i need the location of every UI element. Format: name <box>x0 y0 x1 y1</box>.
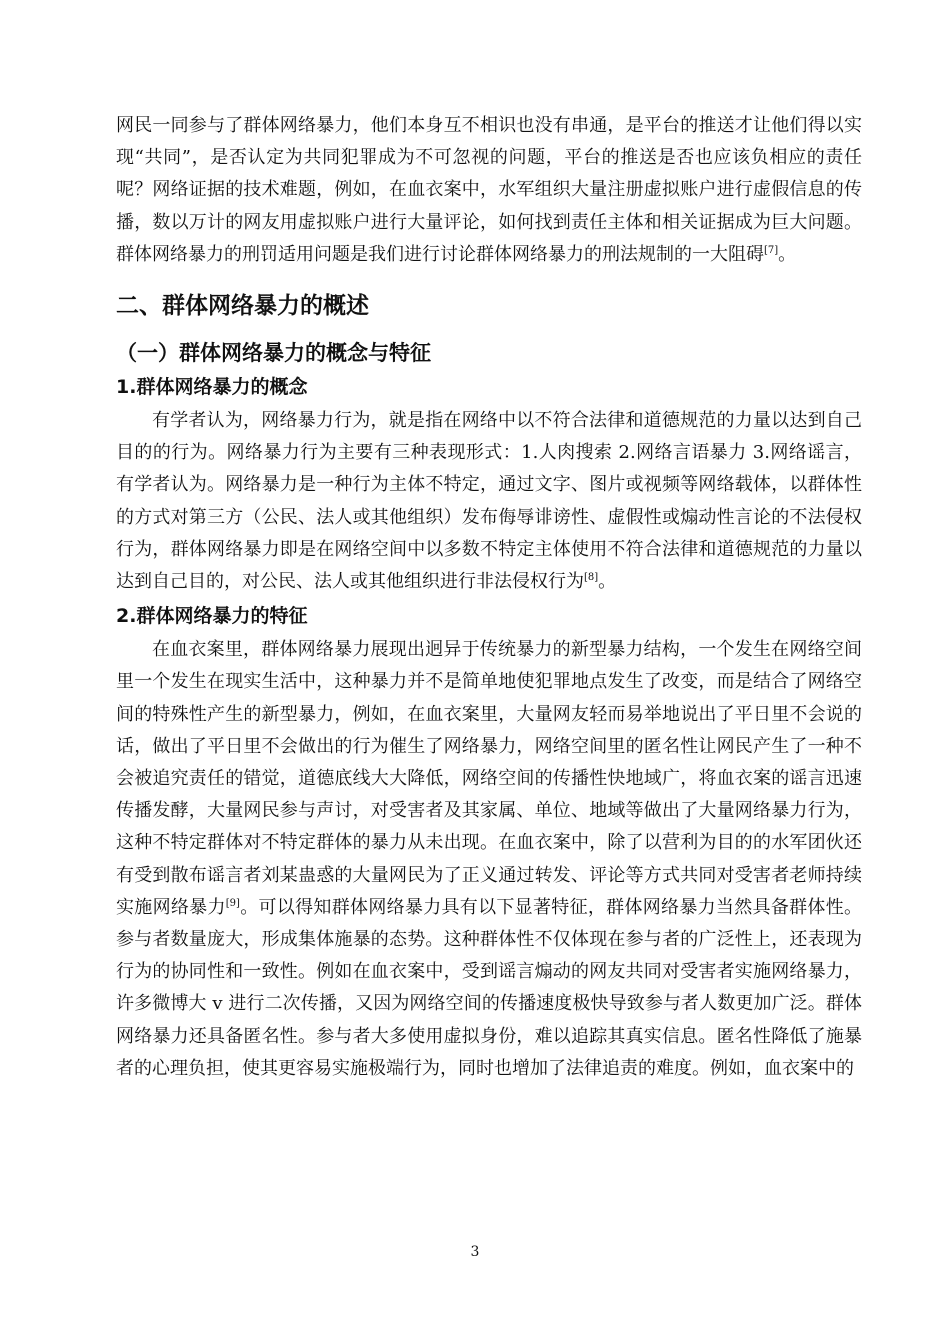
paragraph-text: 网民一同参与了群体网络暴力，他们本身互不相识也没有串通，是平台的推送才让他们得以实现“共同”，是否认定为共同犯罪成为不可忽视的问题，平台的推送是否也应该负相应的责任呢？网络证据的技术难题，例如，在血衣案中，水军组织大量注册虚拟账户进行虚假信息的传播，数以万计的网友用虚拟账户进行大量评论，如何找到责任主体和相关证据成为巨大问题。群体网络暴力的刑罚适用问题是我们进行讨论群体网络暴力的刑法规制的一大阻碍 <box>116 115 862 265</box>
paragraph-platform-responsibility: 网民一同参与了群体网络暴力，他们本身互不相识也没有串通，是平台的推送才让他们得以实现“共同”，是否认定为共同犯罪成为不可忽视的问题，平台的推送是否也应该负相应的责任呢？网络证据的技术难题，例如，在血衣案中，水军组织大量注册虚拟账户进行虚假信息的传播，数以万计的网友用虚拟账户进行大量评论，如何找到责任主体和相关证据成为巨大问题。群体网络暴力的刑罚适用问题是我们进行讨论群体网络暴力的刑法规制的一大阻碍[7]。 <box>116 115 862 265</box>
heading-concept: 1.群体网络暴力的概念 <box>116 376 308 399</box>
paragraph-text: 有学者认为，网络暴力行为，就是指在网络中以不符合法律和道德规范的力量以达到自己目的的行为。网络暴力行为主要有三种表现形式：1.人肉搜索 2.网络言语暴力 3.网络谣言，有学者认为。网络暴力是一种行为主体不特定，通过文字、图片或视频等网络载体，以群体性的方式对第三方（公民、法人或其他组织）发布侮辱诽谤性、虚假性或煽动性言论的不法侵权行为，群体网络暴力即是在网络空间中以多数不特定主体使用不符合法律和道德规范的力量以达到自己目的，对公民、法人或其他组织进行非法侵权行为 <box>116 410 862 593</box>
section-heading-overview: 二、群体网络暴力的概述 <box>116 293 369 320</box>
heading-features: 2.群体网络暴力的特征 <box>116 605 308 628</box>
paragraph-text: 在血衣案里，群体网络暴力展现出迥异于传统暴力的新型暴力结构，一个发生在网络空间里一个发生在现实生活中，这种暴力并不是简单地使犯罪地点发生了改变，而是结合了网络空间的特殊性产生的新型暴力，例如，在血衣案里，大量网友轻而易举地说出了平日里不会说的话，做出了平日里不会做出的行为催生了网络暴力，网络空间里的匿名性让网民产生了一种不会被追究责任的错觉，道德底线大大降低，网络空间的传播性快地域广，将血衣案的谣言迅速传播发酵，大量网民参与声讨，对受害者及其家属、单位、地域等做出了大量网络暴力行为，这种不特定群体对不特定群体的暴力从未出现。在血衣案中，除了以营利为目的的水军团伙还有受到散布谣言者刘某蛊惑的大量网民为了正义通过转发、评论等方式共同对受害者老师持续实施网络暴力 <box>116 639 862 918</box>
page-number: 3 <box>470 1244 480 1260</box>
paragraph-concept: 有学者认为，网络暴力行为，就是指在网络中以不符合法律和道德规范的力量以达到自己目的的行为。网络暴力行为主要有三种表现形式：1.人肉搜索 2.网络言语暴力 3.网络谣言，有学者认为。网络暴力是一种行为主体不特定，通过文字、图片或视频等网络载体，以群体性的方式对第三方（公民、法人或其他组织）发布侮辱诽谤性、虚假性或煽动性言论的不法侵权行为，群体网络暴力即是在网络空间中以多数不特定主体使用不符合法律和道德规范的力量以达到自己目的，对公民、法人或其他组织进行非法侵权行为[8]。 <box>116 410 862 593</box>
document-page <box>116 110 862 1085</box>
citation-7: [7] <box>764 244 779 256</box>
paragraph-features: 在血衣案里，群体网络暴力展现出迥异于传统暴力的新型暴力结构，一个发生在网络空间里一个发生在现实生活中，这种暴力并不是简单地使犯罪地点发生了改变，而是结合了网络空间的特殊性产生的新型暴力，例如，在血衣案里，大量网友轻而易举地说出了平日里不会说的话，做出了平日里不会做出的行为催生了网络暴力，网络空间里的匿名性让网民产生了一种不会被追究责任的错觉，道德底线大大降低，网络空间的传播性快地域广，将血衣案的谣言迅速传播发酵，大量网民参与声讨，对受害者及其家属、单位、地域等做出了大量网络暴力行为，这种不特定群体对不特定群体的暴力从未出现。在血衣案中，除了以营利为目的的水军团伙还有受到散布谣言者刘某蛊惑的大量网民为了正义通过转发、评论等方式共同对受害者老师持续实施网络暴力[9]。可以得知群体网络暴力具有以下显著特征，群体网络暴力当然具备群体性。参与者数量庞大，形成集体施暴的态势。这种群体性不仅体现在参与者的广泛性上，还表现为行为的协同性和一致性。例如在血衣案中，受到谣言煽动的网友共同对受害者实施网络暴力，许多微博大 v 进行二次传播，又因为网络空间的传播速度极快导致参与者人数更加广泛。群体网络暴力还具备匿名性。参与者大多使用虚拟身份，难以追踪其真实信息。匿名性降低了施暴者的心理负担，使其更容易实施极端行为，同时也增加了法律追责的难度。例如，血衣案中的 <box>116 639 863 1079</box>
citation-8: [8] <box>584 572 599 584</box>
citation-9: [9] <box>225 897 240 909</box>
subsection-heading-concept-and-features: （一）群体网络暴力的概念与特征 <box>116 341 431 366</box>
